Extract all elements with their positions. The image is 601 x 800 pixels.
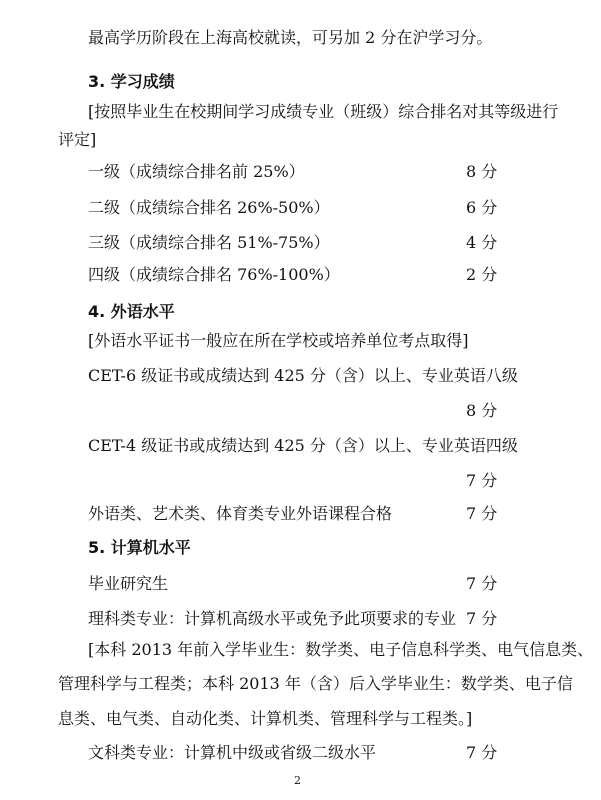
language-points: 7 分 (466, 471, 498, 490)
text-line: 最高学历阶段在上海高校就读，可另加 2 分在沪学习分。 (88, 28, 493, 47)
language-item: CET-4 级证书或成绩达到 425 分（含）以上、专业英语四级 (88, 436, 518, 455)
computer-item: 毕业研究生 (88, 574, 169, 593)
page-number: 2 (294, 774, 301, 787)
grade-points: 4 分 (466, 233, 498, 252)
note-line: 管理科学与工程类；本科 2013 年（含）后入学毕业生：数学类、电子信 (58, 674, 573, 693)
grade-item: 一级（成绩综合排名前 25%） (88, 162, 305, 181)
computer-item: 文科类专业：计算机中级或省级二级水平 (88, 743, 377, 762)
language-item: CET-6 级证书或成绩达到 425 分（含）以上、专业英语八级 (88, 366, 518, 385)
note-line: [按照毕业生在校期间学习成绩专业（班级）综合排名对其等级进行 (88, 102, 559, 121)
grade-item: 四级（成绩综合排名 76%-100%） (88, 265, 340, 284)
grade-points: 8 分 (466, 162, 498, 181)
grade-item: 二级（成绩综合排名 26%-50%） (88, 198, 330, 217)
grade-points: 2 分 (466, 265, 498, 284)
note-line: [外语水平证书一般应在所在学校或培养单位考点取得] (88, 331, 469, 350)
section-heading-3: 3. 学习成绩 (88, 72, 175, 91)
computer-points: 7 分 (466, 574, 498, 593)
note-line: 评定] (58, 130, 97, 149)
grade-points: 6 分 (466, 198, 498, 217)
language-points: 8 分 (466, 401, 498, 420)
language-points: 7 分 (466, 504, 498, 523)
computer-item: 理科类专业：计算机高级水平或免予此项要求的专业 (88, 609, 457, 628)
computer-points: 7 分 (466, 743, 498, 762)
computer-points: 7 分 (466, 609, 498, 628)
note-line: [本科 2013 年前入学毕业生：数学类、电子信息科学类、电气信息类、 (88, 640, 594, 659)
language-item: 外语类、艺术类、体育类专业外语课程合格 (88, 504, 393, 523)
note-line: 息类、电气类、自动化类、计算机类、管理科学与工程类。] (58, 709, 473, 728)
grade-item: 三级（成绩综合排名 51%-75%） (88, 233, 330, 252)
section-heading-4: 4. 外语水平 (88, 302, 175, 321)
section-heading-5: 5. 计算机水平 (88, 538, 191, 557)
